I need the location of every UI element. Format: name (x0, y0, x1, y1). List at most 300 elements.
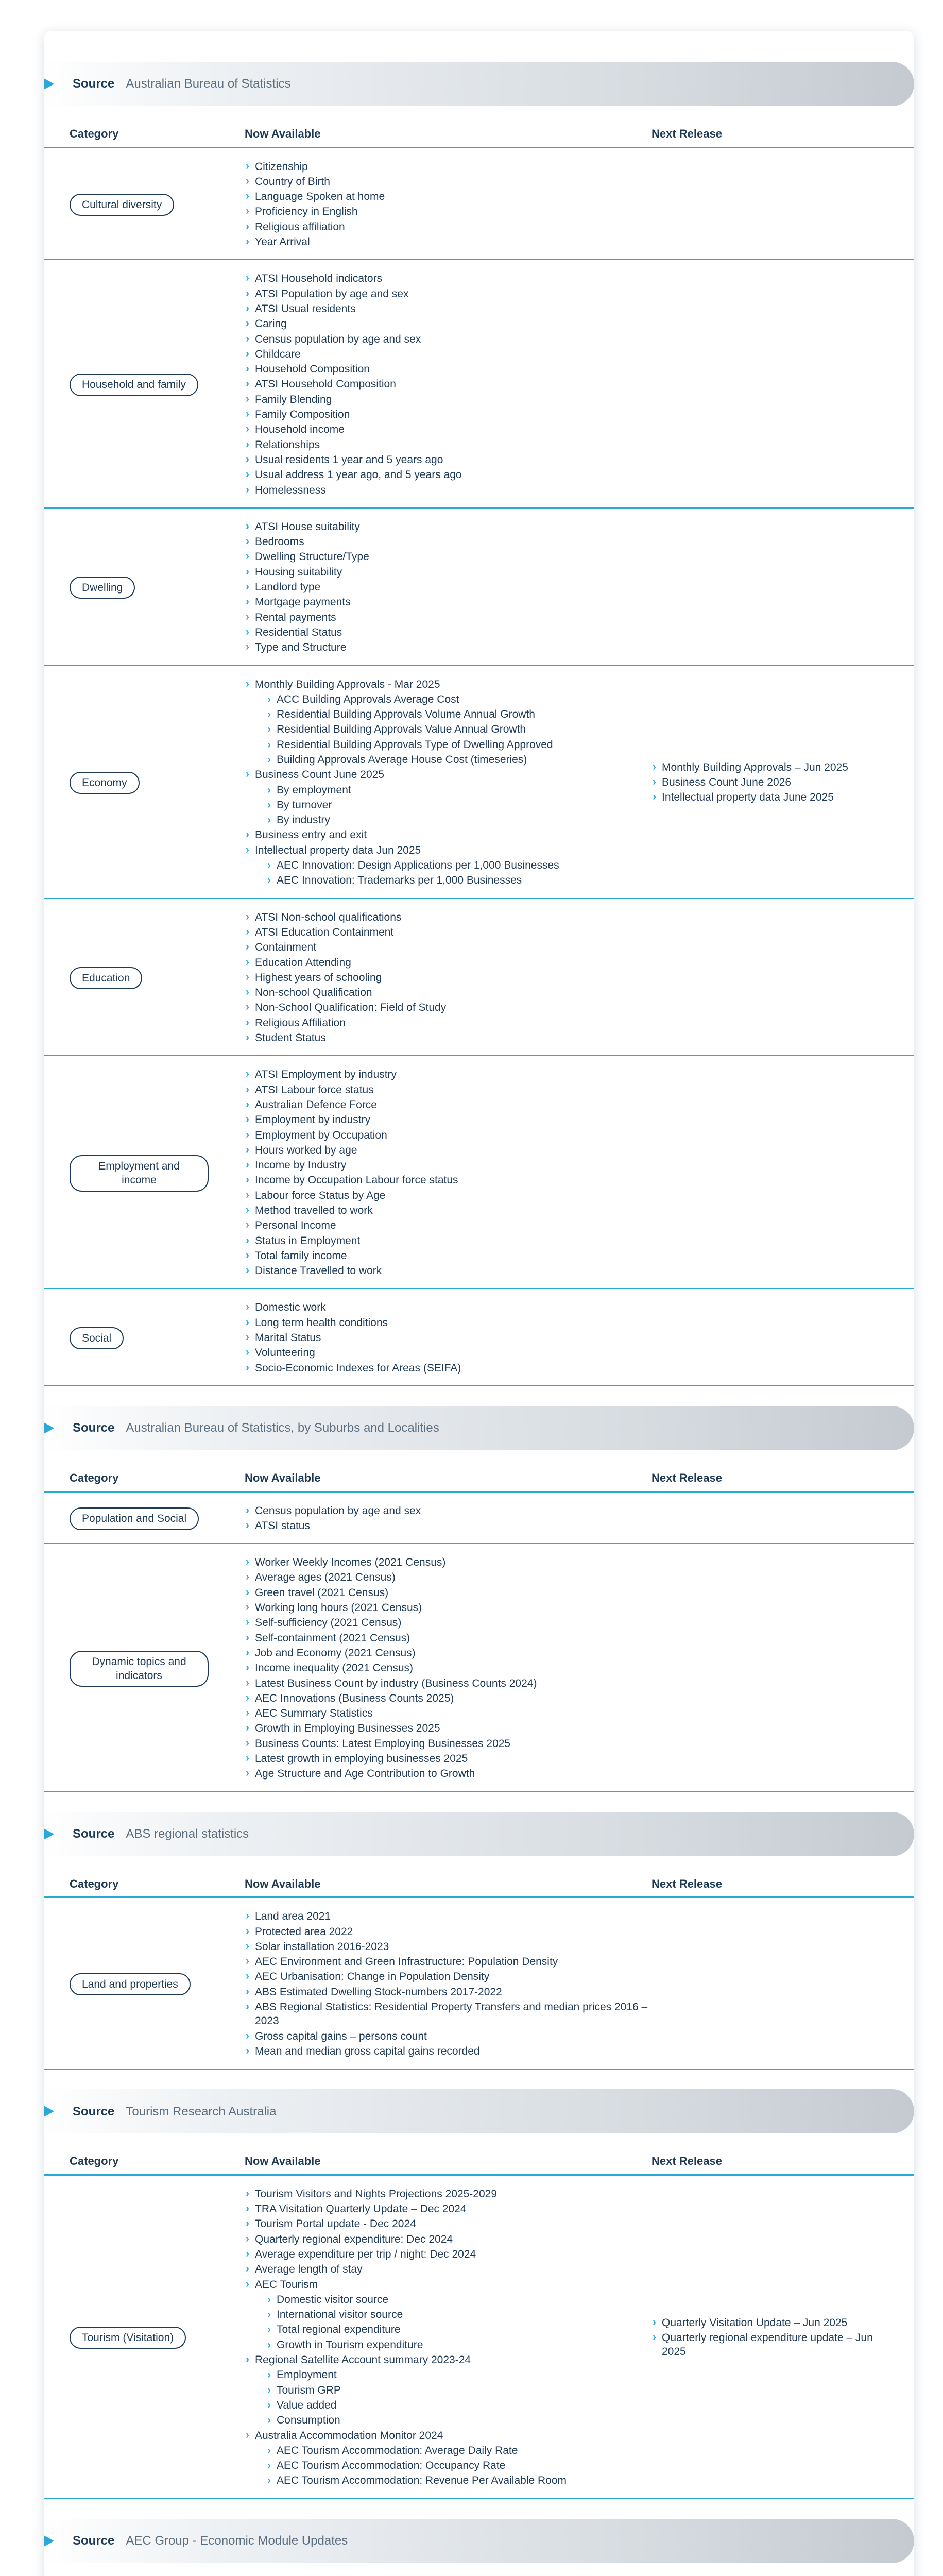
list-item (245, 347, 651, 361)
list-item (245, 1940, 651, 1954)
item-text: ATSI Population by age and sex (255, 287, 409, 300)
item-list (651, 2316, 873, 2360)
list-item (245, 520, 651, 534)
next-release-cell (651, 910, 873, 1046)
sub-list-item (255, 753, 651, 767)
sub-list-item (255, 707, 651, 721)
now-available-cell (245, 1555, 651, 1782)
item-text: Australia Accommodation Monitor 2024 (255, 2429, 443, 2442)
item-text: ATSI Labour force status (255, 1083, 374, 1096)
item-text: Self-sufficiency (2021 Census) (255, 1617, 402, 1629)
list-item (245, 393, 651, 406)
sub-item-text: International visitor source (277, 2309, 403, 2321)
source-section (44, 2519, 914, 2576)
source-name: Australian Bureau of Statistics, by Suburbs and Localities (126, 1421, 439, 1435)
table-row (44, 260, 914, 508)
item-text: Solar installation 2016-2023 (255, 1940, 389, 1953)
item-text: Rental payments (255, 611, 336, 623)
item-text: ABS Regional Statistics: Residential Property Transfers and median prices 2016 – 2023 (255, 2001, 648, 2027)
item-text: Non-school Qualification (255, 987, 372, 999)
now-available-cell (245, 160, 651, 250)
list-item (245, 1925, 651, 1939)
list-item (245, 2429, 651, 2488)
source-arrow-icon (44, 2530, 54, 2552)
next-release-cell (651, 160, 873, 250)
list-item (245, 1143, 651, 1157)
list-item (245, 1173, 651, 1187)
sub-list (255, 858, 651, 888)
sub-item-text: Residential Building Approvals Type of Dwelling Approved (277, 738, 553, 751)
item-text: Socio-Economic Indexes for Areas (SEIFA) (255, 1362, 461, 1374)
item-text: Citizenship (255, 160, 308, 173)
item-text: Personal Income (255, 1219, 336, 1232)
table-row (44, 666, 914, 899)
source-label: Source (73, 1421, 115, 1435)
header-next-release: Next Release (651, 2155, 722, 2168)
category-cell (70, 1555, 245, 1782)
list-item (245, 438, 651, 452)
source-section (44, 1406, 914, 1792)
item-list (245, 910, 651, 1045)
item-text: ATSI House suitability (255, 520, 360, 533)
category-pill: Social (70, 1327, 124, 1349)
item-text: Mortgage payments (255, 596, 351, 608)
list-item (245, 1098, 651, 1112)
item-list (245, 1300, 651, 1375)
now-available-cell (245, 677, 651, 889)
item-text: Hours worked by age (255, 1144, 357, 1156)
header-next-release: Next Release (651, 1471, 722, 1484)
table-row (44, 1898, 914, 2070)
sub-item-text: By industry (277, 814, 330, 826)
table-header (44, 1866, 914, 1899)
sub-list-item (255, 858, 651, 872)
data-availability-panel (44, 31, 914, 2576)
item-text: Business Count June 2025 (255, 769, 385, 781)
list-item (245, 1016, 651, 1030)
item-text: Income by Industry (255, 1159, 347, 1172)
category-pill: Employment and income (70, 1155, 209, 1192)
sub-item-text: By turnover (277, 799, 332, 811)
sub-item-text: Building Approvals Average House Cost (timeseries) (277, 753, 527, 766)
list-item (245, 1631, 651, 1645)
list-item (245, 956, 651, 970)
item-text: Student Status (255, 1032, 326, 1044)
table-row (44, 899, 914, 1057)
next-release-cell (651, 520, 873, 656)
item-text: TRA Visitation Quarterly Update – Dec 2024 (255, 2203, 467, 2215)
table-header (44, 2572, 914, 2576)
now-available-cell (245, 272, 651, 498)
item-list (245, 272, 651, 497)
item-text: AEC Innovations (Business Counts 2025) (255, 1692, 454, 1704)
item-list (245, 160, 651, 249)
source-name: Australian Bureau of Statistics (126, 77, 291, 91)
list-item (245, 1218, 651, 1232)
sub-list-item (255, 692, 651, 706)
item-text: Gross capital gains – persons count (255, 2030, 427, 2042)
source-label: Source (73, 2534, 115, 2548)
category-cell (70, 1067, 245, 1279)
item-text: Business Count June 2026 (662, 776, 792, 788)
item-list (245, 677, 651, 888)
sub-list-item (255, 2459, 651, 2472)
next-release-cell (651, 1909, 873, 2059)
item-text: Employment by Occupation (255, 1129, 387, 1141)
table-row (44, 148, 914, 261)
item-text: ATSI Education Containment (255, 926, 394, 938)
list-item (245, 1083, 651, 1097)
header-now-available: Now Available (245, 1877, 321, 1890)
list-item (245, 332, 651, 346)
source-name: Tourism Research Australia (126, 2104, 277, 2119)
now-available-cell (245, 520, 651, 656)
source-label: Source (73, 2104, 115, 2119)
next-release-cell (651, 677, 873, 889)
category-cell (70, 1504, 245, 1534)
header-next-release: Next Release (651, 1877, 722, 1890)
category-pill: Economy (70, 772, 140, 794)
item-text: AEC Tourism (255, 2278, 318, 2291)
source-section (44, 62, 914, 1386)
item-text: Monthly Building Approvals – Jun 2025 (662, 761, 848, 773)
list-item (245, 1676, 651, 1690)
source-bar (44, 2089, 914, 2133)
item-text: Family Blending (255, 393, 332, 405)
item-text: Growth in Employing Businesses 2025 (255, 1722, 440, 1735)
item-text: Income by Occupation Labour force status (255, 1174, 458, 1187)
item-text: Intellectual property data Jun 2025 (255, 844, 421, 856)
list-item (245, 1691, 651, 1705)
item-text: ATSI Employment by industry (255, 1069, 397, 1081)
table-row (44, 1289, 914, 1386)
category-cell (70, 910, 245, 1046)
sub-item-text: AEC Innovation: Trademarks per 1,000 Businesses (277, 874, 522, 887)
header-category: Category (70, 2155, 119, 2168)
list-item (245, 828, 651, 842)
list-item (245, 287, 651, 301)
item-text: Tourism Visitors and Nights Projections 2025-2029 (255, 2188, 498, 2200)
list-item (245, 2262, 651, 2276)
item-text: Bedrooms (255, 536, 304, 548)
item-text: Business entry and exit (255, 829, 367, 841)
list-item (245, 422, 651, 436)
source-section (44, 1812, 914, 2070)
list-item (245, 1555, 651, 1569)
source-arrow-icon (44, 1417, 54, 1439)
sub-list-item (255, 2444, 651, 2458)
sub-list-item (255, 2473, 651, 2487)
sub-item-text: ACC Building Approvals Average Cost (277, 693, 459, 705)
list-item (245, 2353, 651, 2427)
item-text: AEC Summary Statistics (255, 1707, 373, 1720)
item-text: Australian Defence Force (255, 1098, 377, 1111)
item-text: ATSI Non-school qualifications (255, 911, 402, 923)
sub-list-item (255, 2413, 651, 2427)
sub-list-item (255, 783, 651, 797)
list-item (245, 1300, 651, 1314)
list-item (245, 453, 651, 467)
sub-item-text: Tourism GRP (277, 2384, 341, 2396)
item-text: Mean and median gross capital gains recorded (255, 2045, 480, 2057)
list-item (245, 1316, 651, 1330)
item-text: Religious affiliation (255, 221, 345, 233)
list-item (245, 317, 651, 331)
item-text: Volunteering (255, 1347, 315, 1359)
list-item (651, 760, 848, 774)
sub-list-item (255, 2293, 651, 2307)
header-now-available: Now Available (245, 1471, 321, 1484)
list-item (245, 2278, 651, 2352)
now-available-cell (245, 1504, 651, 1534)
source-arrow-icon (44, 1823, 54, 1845)
item-text: Education Attending (255, 956, 351, 969)
header-category: Category (70, 1877, 119, 1890)
item-text: Protected area 2022 (255, 1925, 353, 1938)
item-text: ABS Estimated Dwelling Stock-numbers 2017-2022 (255, 1986, 502, 1998)
list-item (245, 205, 651, 218)
list-item (245, 1661, 651, 1675)
item-text: AEC Environment and Green Infrastructure: Population Density (255, 1956, 558, 1968)
item-text: Working long hours (2021 Census) (255, 1602, 422, 1614)
source-label: Source (73, 1827, 115, 1841)
item-text: Proficiency in English (255, 206, 358, 218)
list-item (245, 925, 651, 939)
item-text: Dwelling Structure/Type (255, 551, 369, 563)
list-item (245, 377, 651, 391)
list-item (651, 2316, 873, 2330)
sub-list (255, 783, 651, 827)
category-pill: Cultural diversity (70, 194, 174, 216)
list-item (245, 971, 651, 985)
item-text: ATSI Household Composition (255, 378, 396, 391)
list-item (245, 986, 651, 999)
item-text: Average expenditure per trip / night: Dec 2024 (255, 2248, 476, 2260)
list-item (245, 468, 651, 482)
item-text: Containment (255, 941, 317, 954)
sub-list (255, 2368, 651, 2427)
list-item (245, 1249, 651, 1263)
item-text: Employment by industry (255, 1114, 371, 1126)
category-cell (70, 160, 245, 250)
header-now-available: Now Available (245, 2155, 321, 2168)
category-cell (70, 677, 245, 889)
source-arrow-icon (44, 2100, 54, 2123)
item-text: Usual residents 1 year and 5 years ago (255, 453, 443, 466)
item-list (245, 1067, 651, 1278)
item-text: ATSI Usual residents (255, 302, 356, 315)
list-item (245, 1504, 651, 1518)
item-text: Job and Economy (2021 Census) (255, 1647, 416, 1659)
sub-list (255, 2444, 651, 2488)
list-item (245, 362, 651, 376)
list-item (245, 235, 651, 249)
header-category: Category (70, 127, 119, 140)
item-text: Average length of stay (255, 2263, 363, 2276)
list-item (245, 1985, 651, 1999)
list-item (245, 1752, 651, 1766)
list-item (651, 2331, 873, 2359)
item-text: Childcare (255, 348, 301, 360)
sub-item-text: Growth in Tourism expenditure (277, 2338, 423, 2351)
category-cell (70, 520, 245, 656)
list-item (245, 2000, 651, 2028)
item-text: Landlord type (255, 581, 321, 594)
category-pill: Dwelling (70, 577, 135, 599)
sub-item-text: Employment (277, 2369, 337, 2381)
table-row (44, 1493, 914, 1545)
header-now-available: Now Available (245, 127, 321, 140)
item-text: Religious Affiliation (255, 1016, 346, 1029)
now-available-cell (245, 2187, 651, 2489)
item-text: ATSI status (255, 1519, 310, 1532)
sub-item-text: AEC Innovation: Design Applications per 1,000 Businesses (277, 859, 559, 872)
now-available-cell (245, 1909, 651, 2059)
list-item (245, 1570, 651, 1584)
item-list (245, 1504, 651, 1533)
category-cell (70, 1300, 245, 1376)
list-item (245, 408, 651, 421)
item-text: Land area 2021 (255, 1910, 331, 1923)
sub-item-text: Total regional expenditure (277, 2324, 401, 2336)
category-cell (70, 2187, 245, 2489)
sub-item-text: AEC Tourism Accommodation: Occupancy Rate (277, 2460, 506, 2472)
list-item (245, 1721, 651, 1735)
list-item (245, 220, 651, 234)
list-item (245, 843, 651, 888)
sub-list-item (255, 798, 651, 812)
item-text: Housing suitability (255, 566, 342, 578)
item-list (245, 1555, 651, 1781)
item-text: Usual address 1 year ago, and 5 years ago (255, 469, 462, 481)
list-item (245, 1001, 651, 1014)
list-item (245, 1909, 651, 1923)
item-text: Domestic work (255, 1301, 326, 1314)
list-item (245, 160, 651, 174)
item-text: Caring (255, 318, 287, 330)
item-text: Labour force Status by Age (255, 1189, 386, 1201)
list-item (245, 1113, 651, 1127)
next-release-cell (651, 1504, 873, 1534)
item-text: Regional Satellite Account summary 2023-24 (255, 2354, 471, 2366)
sub-list-item (255, 2323, 651, 2336)
header-next-release: Next Release (651, 127, 722, 140)
list-item (245, 1646, 651, 1660)
list-item (245, 272, 651, 285)
list-item (245, 1706, 651, 1720)
item-text: Latest growth in employing businesses 2025 (255, 1753, 468, 1765)
now-available-cell (245, 1300, 651, 1376)
table-row (44, 1056, 914, 1289)
source-bar (44, 1406, 914, 1450)
list-item (245, 2044, 651, 2058)
list-item (245, 2217, 651, 2231)
list-item (245, 1031, 651, 1045)
sub-list-item (255, 738, 651, 752)
item-text: Language Spoken at home (255, 191, 385, 203)
list-item (245, 768, 651, 827)
list-item (245, 2232, 651, 2246)
sub-list-item (255, 2308, 651, 2321)
item-text: Quarterly regional expenditure update – Jun 2025 (662, 2332, 873, 2358)
list-item (651, 775, 848, 789)
list-item (245, 1128, 651, 1142)
next-release-cell (651, 272, 873, 498)
sub-item-text: AEC Tourism Accommodation: Revenue Per Available Room (277, 2475, 567, 2487)
item-text: Method travelled to work (255, 1205, 373, 1216)
item-list (245, 1909, 651, 2058)
source-bar (44, 2519, 914, 2563)
item-text: Census population by age and sex (255, 333, 421, 345)
list-item (245, 1346, 651, 1360)
next-release-cell (651, 1555, 873, 1782)
sub-list (255, 692, 651, 767)
next-release-cell (651, 1300, 873, 1376)
item-text: Type and Structure (255, 641, 347, 654)
list-item (245, 640, 651, 654)
item-text: Status in Employment (255, 1234, 361, 1247)
sub-item-text: AEC Tourism Accommodation: Average Daily Rate (277, 2444, 518, 2456)
sub-item-text: Residential Building Approvals Value Annual Growth (277, 723, 526, 736)
list-item (651, 790, 848, 804)
source-bar (44, 1812, 914, 1856)
list-item (245, 1189, 651, 1202)
item-text: Highest years of schooling (255, 971, 382, 984)
item-text: Marital Status (255, 1332, 321, 1344)
item-text: Tourism Portal update - Dec 2024 (255, 2218, 416, 2230)
list-item (245, 580, 651, 594)
item-text: Relationships (255, 438, 320, 451)
sub-list-item (255, 2338, 651, 2352)
list-item (245, 1361, 651, 1375)
list-item (245, 910, 651, 924)
table-row (44, 1544, 914, 1792)
list-item (245, 1331, 651, 1345)
item-text: Non-School Qualification: Field of Study (255, 1002, 447, 1014)
item-text: Household Composition (255, 363, 370, 376)
sub-list (255, 2293, 651, 2352)
list-item (245, 1067, 651, 1081)
item-text: Quarterly Visitation Update – Jun 2025 (662, 2316, 848, 2329)
next-release-cell (651, 2187, 873, 2489)
list-item (245, 2187, 651, 2201)
list-item (245, 677, 651, 767)
source-label: Source (73, 77, 115, 91)
now-available-cell (245, 1067, 651, 1279)
list-item (245, 625, 651, 639)
item-text: Census population by age and sex (255, 1504, 421, 1517)
item-text: Self-containment (2021 Census) (255, 1632, 410, 1644)
list-item (245, 565, 651, 579)
list-item (245, 2202, 651, 2216)
header-category: Category (70, 1471, 119, 1484)
category-pill: Population and Social (70, 1507, 199, 1530)
list-item (245, 550, 651, 564)
table-header (44, 1460, 914, 1493)
sub-item-text: Domestic visitor source (277, 2293, 389, 2306)
sub-list-item (255, 722, 651, 736)
list-item (245, 2029, 651, 2043)
list-item (245, 190, 651, 204)
category-pill: Household and family (70, 374, 198, 396)
source-arrow-icon (44, 73, 54, 95)
list-item (245, 483, 651, 497)
item-text: Average ages (2021 Census) (255, 1571, 396, 1584)
sub-item-text: By employment (277, 784, 351, 796)
list-item (245, 940, 651, 954)
source-section (44, 2089, 914, 2499)
list-item (245, 611, 651, 624)
